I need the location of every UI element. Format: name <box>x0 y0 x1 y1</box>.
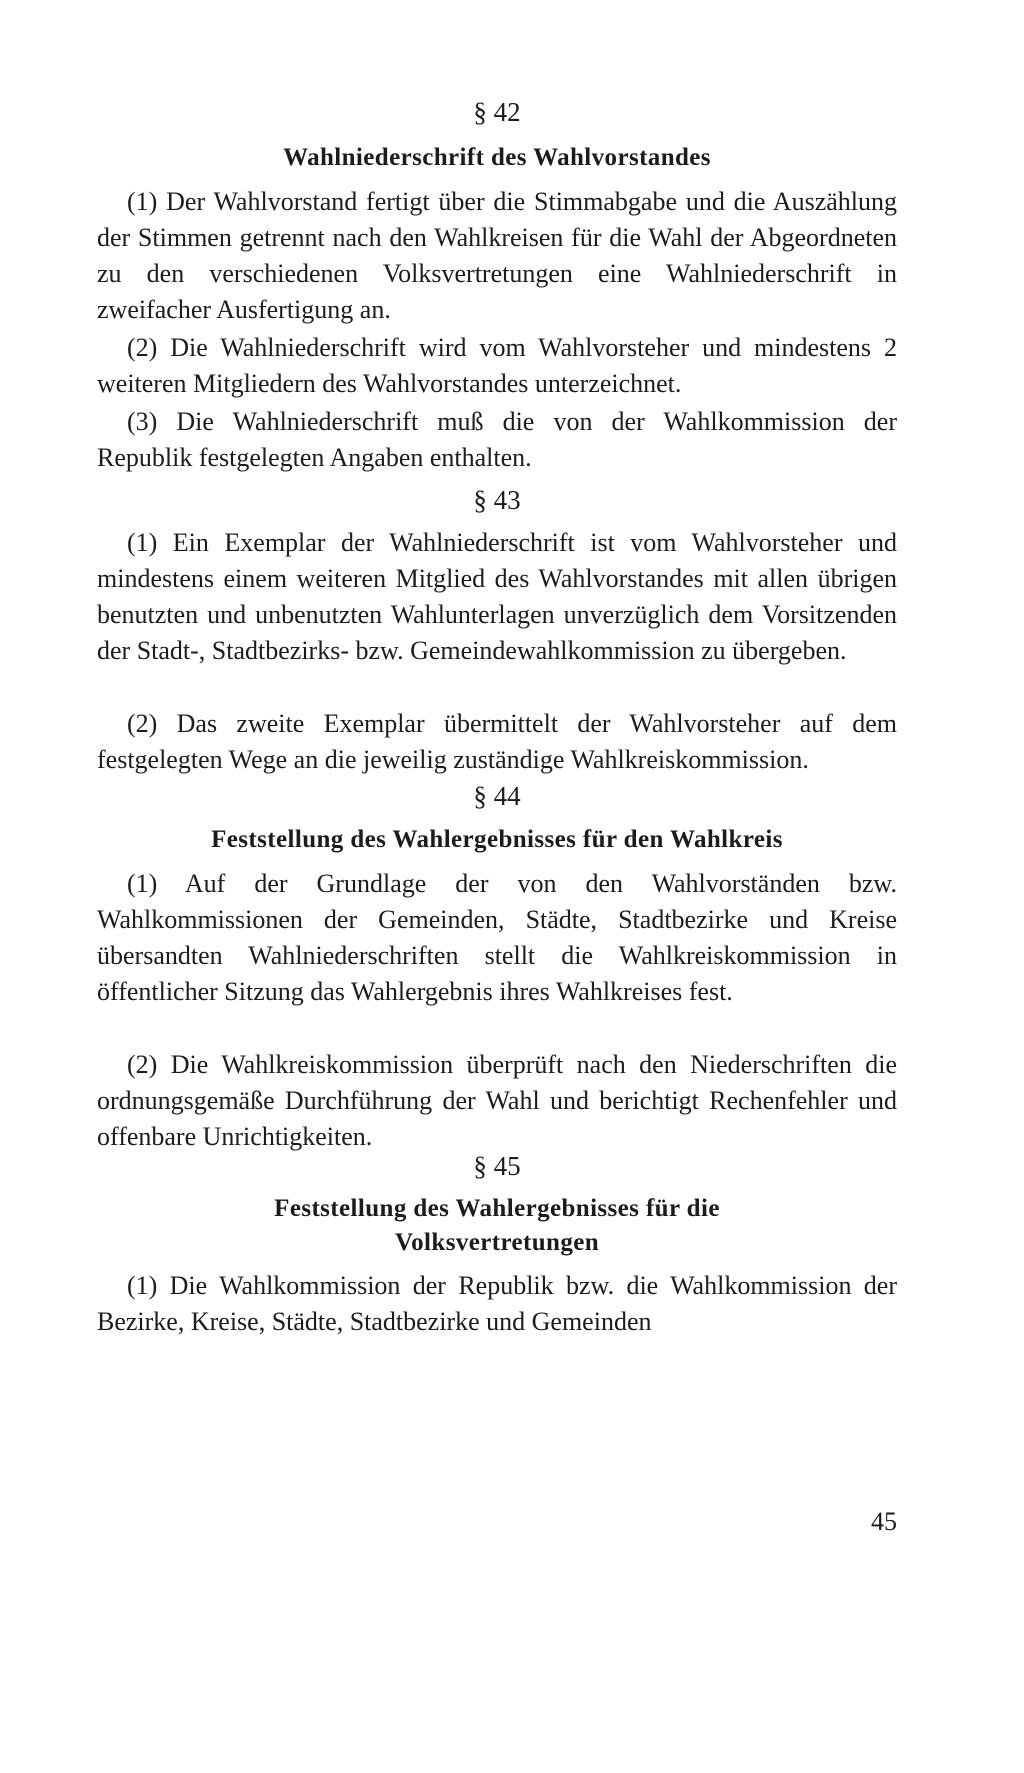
page-number: 45 <box>871 1507 897 1536</box>
section-42-paragraph-1: (1) Der Wahlvorstand fertigt über die Stimmabgabe und die Auszählung der Stimmen getrennt nach den Wahlkreisen für die Wahl der Abgeordneten zu den verschiedenen Volksvertretungen eine Wahlniederschrift in zweifacher Ausfertigung an. <box>97 187 897 324</box>
section-43-paragraph-1: (1) Ein Exemplar der Wahlniederschrift ist vom Wahlvorsteher und mindestens einem weiteren Mitglied des Wahlvorstandes mit allen übrigen benutzten und unbenutzten Wahlunterlagen unverzüglich dem Vorsitzenden der Stadt-, Stadtbezirks- bzw. Gemeindewahlkommission zu übergeben. <box>97 528 897 665</box>
section-45-paragraph-1: (1) Die Wahlkommission der Republik bzw. die Wahlkommission der Bezirke, Kreise, Städte, Stadtbezirke und Gemeinden <box>97 1271 897 1336</box>
section-42-number: § 42 <box>473 97 521 127</box>
section-42-paragraph-3: (3) Die Wahlniederschrift muß die von der Wahlkommission der Republik festgelegten Angaben enthalten. <box>97 407 897 472</box>
section-44-paragraph-1: (1) Auf der Grundlage der von den Wahlvorständen bzw. Wahlkommissionen der Gemeinden, Städte, Stadtbezirke und Kreise übersandten Wahlniederschriften stellt die Wahlkreiskommission in öffentlicher Sitzung das Wahlergebnis ihres Wahlkreises fest. <box>97 869 897 1006</box>
section-42-heading: Wahlniederschrift des Wahlvorstandes <box>283 144 711 171</box>
section-42-paragraph-2: (2) Die Wahlniederschrift wird vom Wahlvorsteher und mindestens 2 weiteren Mitgliedern des Wahlvorstandes unterzeichnet. <box>97 333 897 398</box>
section-44-number: § 44 <box>473 781 521 811</box>
section-43-number: § 43 <box>473 485 521 515</box>
section-43-paragraph-2: (2) Das zweite Exemplar übermittelt der Wahlvorsteher auf dem festgelegten Wege an die jeweilig zuständige Wahlkreiskommission. <box>97 709 897 774</box>
section-44-paragraph-2: (2) Die Wahlkreiskommission überprüft nach den Niederschriften die ordnungsgemäße Durchführung der Wahl und berichtigt Rechenfehler und offenbare Unrichtigkeiten. <box>97 1050 897 1151</box>
section-44-heading: Feststellung des Wahlergebnisses für den Wahlkreis <box>211 826 783 853</box>
section-45-heading-line-2: Volksvertretungen <box>394 1229 600 1256</box>
section-45-heading-line-1: Feststellung des Wahlergebnisses für die <box>274 1195 720 1222</box>
section-45-number: § 45 <box>473 1151 521 1181</box>
